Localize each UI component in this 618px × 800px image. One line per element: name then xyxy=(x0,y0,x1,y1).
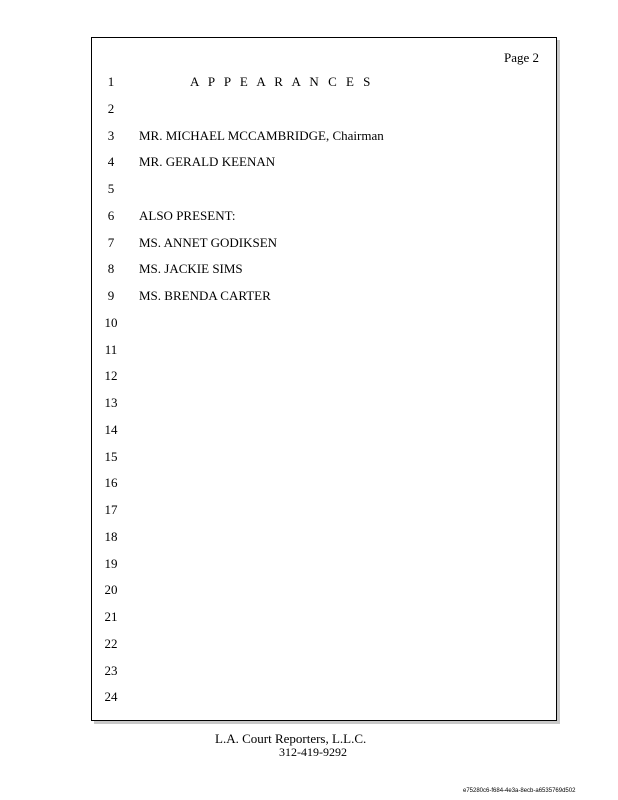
transcript-line xyxy=(92,286,556,306)
line-number: 13 xyxy=(104,395,118,410)
transcript-line xyxy=(92,420,556,440)
line-number: 14 xyxy=(104,421,118,437)
line-number: 8 xyxy=(107,261,115,277)
transcript-line xyxy=(92,500,556,520)
line-number: 20 xyxy=(104,582,118,598)
transcript-line xyxy=(92,233,556,253)
transcript-line xyxy=(92,607,556,627)
transcript-line xyxy=(92,313,556,333)
line-number: 18 xyxy=(104,528,118,544)
line-text: MS. ANNET GODIKSEN xyxy=(139,234,278,250)
line-number: 3 xyxy=(107,127,115,143)
line-number: 15 xyxy=(104,448,118,464)
line-number: 23 xyxy=(104,662,118,678)
transcript-page xyxy=(91,37,557,721)
transcript-line xyxy=(92,554,556,574)
transcript-line xyxy=(92,366,556,386)
footer-phone: 312-419-9292 xyxy=(279,745,347,759)
line-number: 16 xyxy=(104,475,118,491)
line-number: 22 xyxy=(104,635,118,651)
transcript-line xyxy=(92,580,556,600)
line-number: 9 xyxy=(107,288,115,303)
page-number: Page 2 xyxy=(503,50,539,65)
line-number: 17 xyxy=(104,502,118,517)
transcript-line xyxy=(92,340,556,360)
line-number: 11 xyxy=(104,341,118,357)
line-number: 7 xyxy=(107,234,115,250)
line-text: ALSO PRESENT: xyxy=(139,207,236,223)
line-text: MS. BRENDA CARTER xyxy=(139,288,271,303)
line-number: 1 xyxy=(107,74,115,89)
document-id: e75280c6-f684-4e3a-8ecb-a6535769d502 xyxy=(463,788,576,794)
line-number: 21 xyxy=(104,609,118,624)
transcript-line xyxy=(92,206,556,226)
transcript-line xyxy=(92,179,556,199)
line-number: 2 xyxy=(107,100,115,116)
transcript-line xyxy=(92,152,556,172)
transcript-line xyxy=(92,393,556,413)
line-number: 12 xyxy=(104,368,118,384)
line-number: 5 xyxy=(107,181,115,196)
line-number: 4 xyxy=(107,154,115,170)
line-text: MS. JACKIE SIMS xyxy=(139,261,243,277)
footer-company: L.A. Court Reporters, L.L.C. xyxy=(215,731,367,746)
transcript-line xyxy=(92,634,556,654)
line-text: MR. MICHAEL MCCAMBRIDGE, Chairman xyxy=(139,127,384,143)
transcript-line xyxy=(92,126,556,146)
transcript-line xyxy=(92,72,556,92)
line-number: 10 xyxy=(104,314,118,330)
transcript-line xyxy=(92,473,556,493)
line-text: MR. GERALD KEENAN xyxy=(139,154,276,170)
line-number: 6 xyxy=(107,207,115,223)
section-heading: A P P E A R A N C E S xyxy=(190,74,374,89)
transcript-line xyxy=(92,687,556,707)
transcript-line xyxy=(92,661,556,681)
transcript-line xyxy=(92,527,556,547)
transcript-line xyxy=(92,447,556,467)
line-number: 19 xyxy=(104,555,118,571)
line-number: 24 xyxy=(104,689,118,705)
transcript-line xyxy=(92,259,556,279)
transcript-line xyxy=(92,99,556,119)
